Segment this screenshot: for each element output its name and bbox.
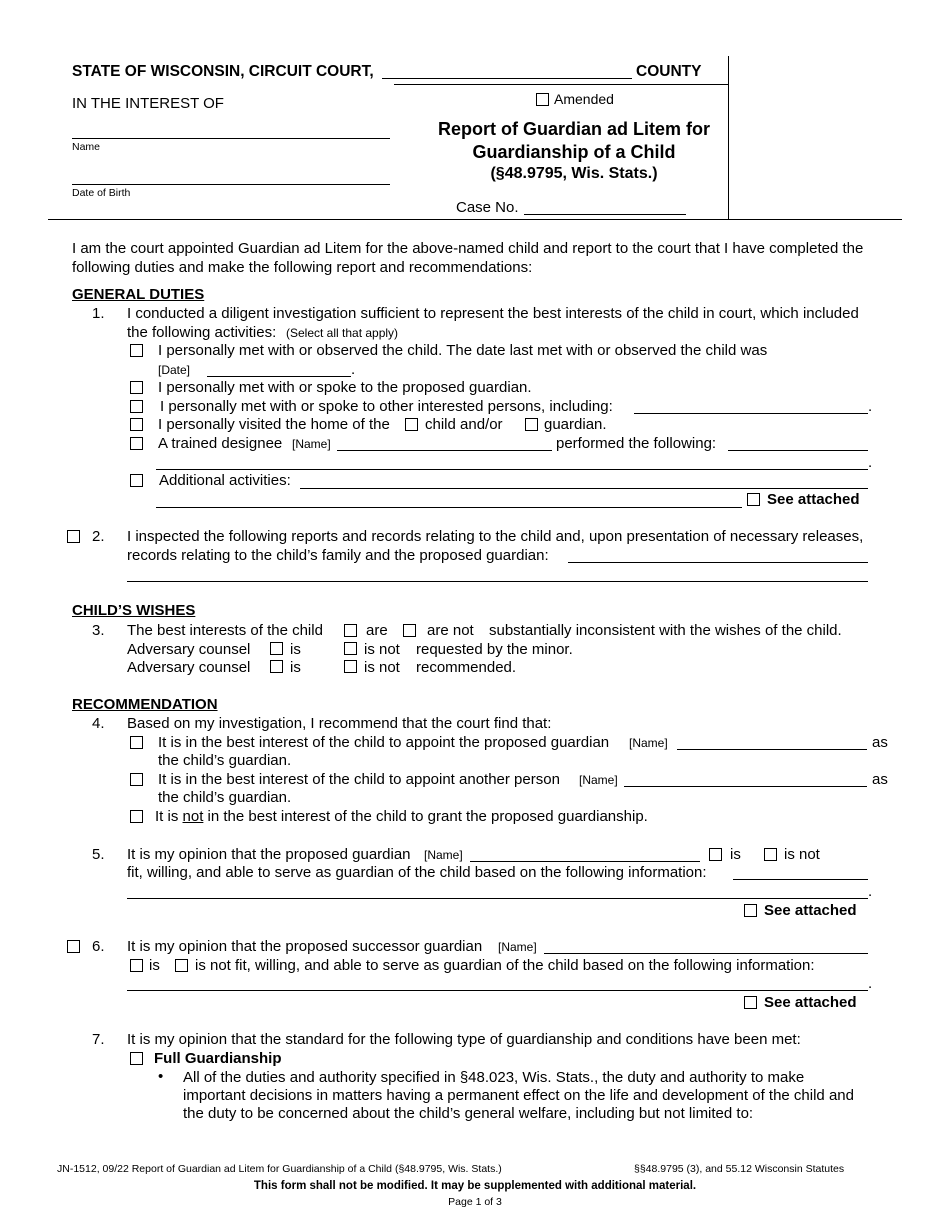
wishes-are-not-checkbox[interactable] [403,624,416,637]
proposed-guardian-name-field[interactable] [470,861,700,862]
adv-recommended-label: recommended. [416,659,517,676]
records-field-2[interactable] [127,581,868,582]
additional-activities-field[interactable] [300,488,868,489]
adversary-counsel-1-label: Adversary counsel [127,641,251,658]
see-attached-2-label: See attached [764,902,857,919]
item-7-text: It is my opinion that the standard for the following type of guardianship and conditions have been met: [127,1031,801,1048]
see-attached-1-checkbox[interactable] [747,493,760,506]
not-best-interest-checkbox[interactable] [130,810,143,823]
full-duties-line-3: the duty to be concerned about the child’s general welfare, including but not limited to: [183,1105,754,1122]
not-best-interest-text-b: in the best interest of the child to grant the proposed guardianship. [207,808,648,825]
item-5-number: 5. [92,846,105,863]
guardian-info-field[interactable] [733,879,868,880]
met-guardian-checkbox[interactable] [130,381,143,394]
guardian-is-label: is [730,846,741,863]
met-child-checkbox[interactable] [130,344,143,357]
appoint-other-as: as [872,771,888,788]
interest-of-label: IN THE INTEREST OF [72,95,224,112]
item-4-text: Based on my investigation, I recommend that the court find that: [127,715,552,732]
form-title-line3: (§48.9795, Wis. Stats.) [490,165,658,182]
full-duties-line-2: important decisions in matters having a permanent effect on the life and development of the child and [183,1087,854,1104]
visited-home-checkbox[interactable] [130,418,143,431]
guardian-is-not-checkbox[interactable] [764,848,777,861]
designee-performed-field[interactable] [728,450,868,451]
item-1-number: 1. [92,305,105,322]
form-title-line2: Guardianship of a Child [472,142,676,162]
guardian-is-not-label: is not [784,846,820,863]
not-best-interest-not: not [182,808,204,825]
see-attached-3-checkbox[interactable] [744,996,757,1009]
appoint-proposed-name-label: [Name] [629,736,668,750]
designee-checkbox[interactable] [130,437,143,450]
header-rule-top [394,84,728,85]
adv-2-is-checkbox[interactable] [270,660,283,673]
case-no-label: Case No. [456,199,519,216]
home-child-label: child and/or [425,416,503,433]
footer-page-number: Page 1 of 3 [448,1196,502,1208]
item-1-text-a: I conducted a diligent investigation sufficient to represent the best interests of the child in court, which included [127,305,859,322]
met-others-checkbox[interactable] [130,400,143,413]
item-1-text-b: the following activities: [127,324,277,341]
bullet-marker: • [158,1068,164,1085]
item-6-checkbox[interactable] [67,940,80,953]
additional-activities-checkbox[interactable] [130,474,143,487]
other-persons-period: . [868,398,873,415]
case-no-field[interactable] [524,214,686,215]
childs-wishes-heading: CHILD’S WISHES [72,602,196,619]
item-4-number: 4. [92,715,105,732]
adv-2-is-not-checkbox[interactable] [344,660,357,673]
home-guardian-label: guardian. [544,416,607,433]
adv-1-is-label: is [290,641,301,658]
wishes-text-a: The best interests of the child [127,622,323,639]
adv-1-is-checkbox[interactable] [270,642,283,655]
footer-notice: This form shall not be modified. It may be supplemented with additional material. [253,1180,697,1192]
amended-checkbox[interactable] [536,93,549,106]
county-field[interactable] [382,78,632,79]
appoint-other-name-field[interactable] [624,786,867,787]
item-6-text-a: It is my opinion that the proposed successor guardian [127,938,483,955]
guardian-info-period: . [868,883,873,900]
not-best-interest-text-a: It is [155,808,179,825]
adv-1-is-not-label: is not [364,641,400,658]
wishes-are-checkbox[interactable] [344,624,357,637]
amended-label: Amended [554,91,614,107]
item-6-name-label: [Name] [498,940,537,954]
appoint-proposed-name-field[interactable] [677,749,867,750]
item-5-text-a: It is my opinion that the proposed guardian [127,846,411,863]
full-guardianship-checkbox[interactable] [130,1052,143,1065]
designee-name-label: [Name] [292,437,331,451]
recommendation-heading: RECOMMENDATION [72,696,218,713]
additional-activities-top-line [156,469,868,470]
designee-name-field[interactable] [337,450,552,451]
court-label: STATE OF WISCONSIN, CIRCUIT COURT, [72,63,374,80]
other-persons-field[interactable] [634,413,868,414]
wishes-are-not-label: are not [427,622,474,639]
guardian-info-field-2[interactable] [127,898,868,899]
adv-2-is-label: is [290,659,301,676]
date-of-birth-field[interactable] [72,184,390,185]
additional-activities-label: Additional activities: [159,472,291,489]
item-2-number: 2. [92,528,105,545]
designee-period: . [868,454,873,471]
child-name-field[interactable] [72,138,390,139]
designee-label: A trained designee [158,435,283,452]
met-others-label: I personally met with or spoke to other interested persons, including: [160,398,613,415]
form-title-line1: Report of Guardian ad Litem for [437,119,710,139]
wishes-are-label: are [366,622,388,639]
appoint-other-guardian-text: the child’s guardian. [158,789,292,806]
adv-1-is-not-checkbox[interactable] [344,642,357,655]
successor-info-field[interactable] [127,990,868,991]
name-label: Name [72,141,101,153]
see-attached-3-label: See attached [764,994,857,1011]
item-2-text-a: I inspected the following reports and records relating to the child and, upon presentation of necessary releases, [127,528,864,545]
successor-is-label: is [149,957,160,974]
appoint-other-label: It is in the best interest of the child to appoint another person [158,771,560,788]
not-best-interest-label [155,808,648,825]
footer-statutes: §§48.9795 (3), and 55.12 Wisconsin Statutes [634,1163,845,1175]
item-5-text-b: fit, willing, and able to serve as guardian of the child based on the following information: [127,864,707,881]
item-5-name-label: [Name] [424,848,463,862]
county-label: COUNTY [636,63,702,80]
item-3-number: 3. [92,622,105,639]
see-attached-2-checkbox[interactable] [744,904,757,917]
successor-guardian-name-field[interactable] [544,953,868,954]
designee-performed-label: performed the following: [556,435,717,452]
successor-is-checkbox[interactable] [130,959,143,972]
full-duties-line-1: All of the duties and authority specified in §48.023, Wis. Stats., the duty and authority to make [183,1069,805,1086]
item-2-text-b: records relating to the child’s family and the proposed guardian: [127,547,549,564]
visited-home-label: I personally visited the home of the [158,416,390,433]
adv-2-is-not-label: is not [364,659,400,676]
item-6-text-b: is not fit, willing, and able to serve as guardian of the child based on the following information: [195,957,815,974]
date-met-field[interactable] [207,376,351,377]
guardian-is-checkbox[interactable] [709,848,722,861]
successor-info-period: . [868,975,873,992]
successor-is-not-checkbox[interactable] [175,959,188,972]
met-guardian-label: I personally met with or spoke to the proposed guardian. [158,379,532,396]
additional-activities-field-2[interactable] [156,507,742,508]
appoint-proposed-checkbox[interactable] [130,736,143,749]
footer-form-id: JN-1512, 09/22 Report of Guardian ad Litem for Guardianship of a Child (§48.9795, Wis. Stats.) [57,1163,502,1175]
home-guardian-checkbox[interactable] [525,418,538,431]
met-child-label: I personally met with or observed the child. The date last met with or observed the child was [158,342,768,359]
intro-paragraph: I am the court appointed Guardian ad Litem for the above-named child and report to the court that I have completed the following duties and make the following report and recommendations: [72,240,864,276]
header-rule-bottom [48,219,902,220]
item-2-checkbox[interactable] [67,530,80,543]
general-duties-heading: GENERAL DUTIES [72,286,205,303]
date-period: . [351,361,356,378]
adv-requested-label: requested by the minor. [416,641,573,658]
full-guardianship-label: Full Guardianship [154,1050,282,1067]
records-field[interactable] [568,562,868,563]
appoint-other-checkbox[interactable] [130,773,143,786]
appoint-other-name-label: [Name] [579,773,618,787]
home-child-checkbox[interactable] [405,418,418,431]
dob-label: Date of Birth [72,187,131,199]
see-attached-1-label: See attached [767,491,860,508]
appoint-proposed-guardian-text: the child’s guardian. [158,752,292,769]
select-all-note: (Select all that apply) [286,326,399,340]
date-label: [Date] [158,363,191,377]
appoint-proposed-label: It is in the best interest of the child to appoint the proposed guardian [158,734,610,751]
wishes-text-b: substantially inconsistent with the wishes of the child. [489,622,842,639]
adversary-counsel-2-label: Adversary counsel [127,659,251,676]
appoint-proposed-as: as [872,734,888,751]
item-6-number: 6. [92,938,105,955]
item-7-number: 7. [92,1031,105,1048]
